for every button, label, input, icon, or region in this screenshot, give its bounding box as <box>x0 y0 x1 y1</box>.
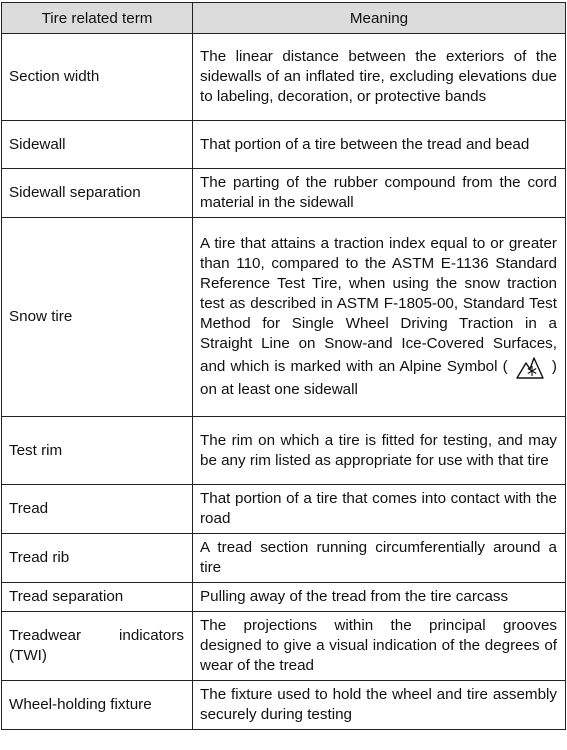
table-row <box>2 612 566 681</box>
meaning-cell <box>193 218 566 417</box>
table-row <box>2 681 566 730</box>
term-cell: Sidewall separation <box>2 169 193 218</box>
term-cell: Tread separation <box>2 583 193 612</box>
table-row <box>2 534 566 583</box>
term-cell: Tread <box>2 485 193 534</box>
meaning-cell: The fixture used to hold the wheel and tire assembly securely during testing <box>193 681 566 730</box>
table-row <box>2 169 566 218</box>
meaning-cell: The parting of the rubber compound from the cord material in the sidewall <box>193 169 566 218</box>
snow-tire-meaning-text: A tire that attains a traction index equal to or greater than 110, compared to the ASTM E-1136 Standard Reference Test Tire, when using the snow traction test as described in ASTM F-1805-00, Standard Test Method for Single Wheel Driving Traction in a Straight Line on Snow-and Ice-Covered Surfaces, and which is marked with an Alpine Symbol ( <box>200 235 557 375</box>
term-cell: Wheel-holding fixture <box>2 681 193 730</box>
header-term: Tire related term <box>2 3 193 34</box>
term-cell: Section width <box>2 34 193 121</box>
meaning-cell: Pulling away of the tread from the tire carcass <box>193 583 566 612</box>
table-row <box>2 485 566 534</box>
meaning-cell: That portion of a tire that comes into contact with the road <box>193 485 566 534</box>
term-cell: Treadwear indicators (TWI) <box>2 612 193 681</box>
term-cell: Sidewall <box>2 121 193 169</box>
table-row <box>2 34 566 121</box>
meaning-cell: The linear distance between the exteriors of the sidewalls of an inflated tire, excluding elevations due to labeling, decoration, or protective bands <box>193 34 566 121</box>
tire-terms-table-wrapper <box>1 2 566 730</box>
meaning-cell: The rim on which a tire is fitted for testing, and may be any rim listed as appropriate for use with that tire <box>193 417 566 485</box>
alpine-symbol-icon <box>515 354 545 380</box>
term-cell: Tread rib <box>2 534 193 583</box>
term-cell: Test rim <box>2 417 193 485</box>
table-row <box>2 417 566 485</box>
snow-tire-meaning-text-end: ) on at least one sidewall <box>200 358 557 398</box>
meaning-cell: A tread section running circumferentially around a tire <box>193 534 566 583</box>
table-row <box>2 583 566 612</box>
header-meaning: Meaning <box>193 3 566 34</box>
tire-terms-table <box>1 2 566 730</box>
meaning-cell: That portion of a tire between the tread and bead <box>193 121 566 169</box>
table-row <box>2 218 566 417</box>
table-row <box>2 121 566 169</box>
table-header-row <box>2 3 566 34</box>
term-cell: Snow tire <box>2 218 193 417</box>
meaning-cell: The projections within the principal grooves designed to give a visual indication of the degrees of wear of the tread <box>193 612 566 681</box>
